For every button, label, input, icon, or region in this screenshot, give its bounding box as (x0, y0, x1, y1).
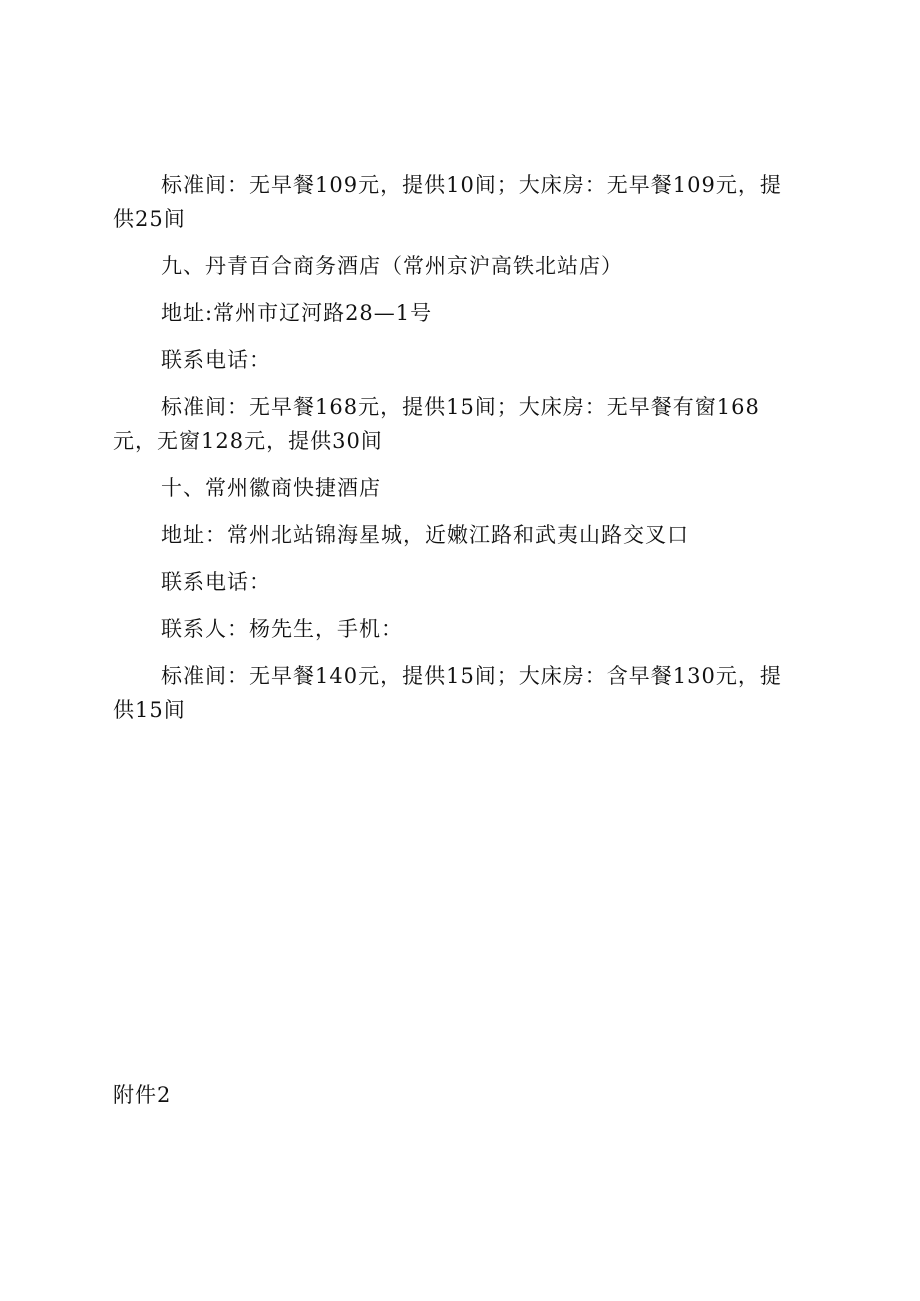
paragraph-hotel-9-phone: 联系电话： (161, 348, 271, 372)
document-body (113, 168, 803, 740)
paragraph-hotel-9-title: 九、丹青百合商务酒店（常州京沪高铁北站店） (161, 254, 623, 278)
paragraph-hotel-10-address: 地址：常州北站锦海星城，近嫩江路和武夷山路交叉口 (161, 523, 689, 547)
appendix-label: 附件2 (113, 1083, 172, 1107)
paragraph-hotel-10-rates: 标准间：无早餐140元，提供15间；大床房：含早餐130元，提供15间 (113, 664, 782, 722)
paragraph-hotel-9-address: 地址:常州市辽河路28—1号 (161, 301, 433, 325)
paragraph-hotel-10-title: 十、常州徽商快捷酒店 (161, 476, 381, 500)
paragraph-hotel-9-rates: 标准间：无早餐168元，提供15间；大床房：无早餐有窗168元，无窗128元，提供30间 (113, 395, 760, 453)
paragraph-hotel-10-phone: 联系电话： (161, 570, 271, 594)
paragraph-hotel-10-contact: 联系人：杨先生，手机： (161, 617, 403, 641)
paragraph-room-rates-8: 标准间：无早餐109元，提供10间；大床房：无早餐109元，提供25间 (113, 173, 782, 231)
